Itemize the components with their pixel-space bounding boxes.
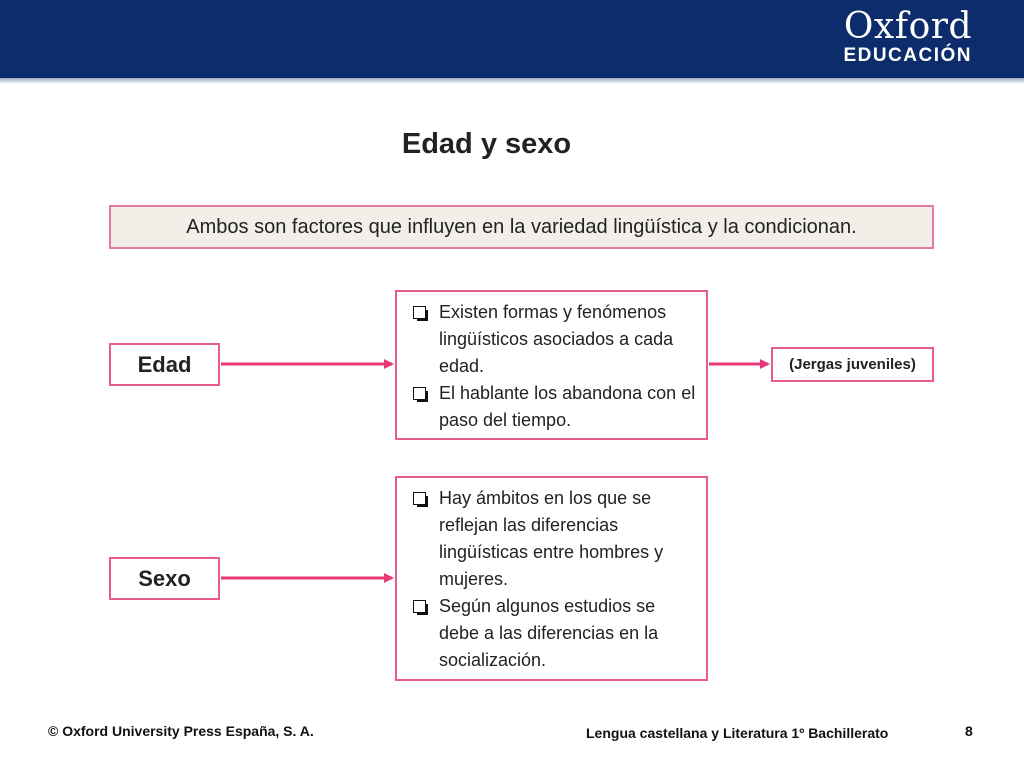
footer-copyright: © Oxford University Press España, S. A. (48, 723, 314, 739)
jergas-node: (Jergas juveniles) (771, 347, 934, 382)
sexo-node: Sexo (109, 557, 220, 600)
edad-node: Edad (109, 343, 220, 386)
sexo-point-text: Hay ámbitos en los que se reflejan las diferencias lingüísticas entre hombres y mujeres. (439, 488, 664, 589)
logo-subtitle: EDUCACIÓN (843, 45, 972, 66)
footer-course: Lengua castellana y Literatura 1º Bachillerato (586, 725, 889, 741)
slide-title: Edad y sexo (401, 128, 572, 160)
intro-text: Ambos son factores que influyen en la variedad lingüística y la condicionan. (186, 215, 857, 238)
edad-point-text: El hablante los abandona con el paso del tiempo. (439, 383, 696, 430)
logo-wordmark: Oxford (843, 6, 972, 47)
edad-point-text: Existen formas y fenómenos lingüísticos asociados a cada edad. (439, 302, 674, 376)
page-number: 8 (965, 723, 973, 739)
sexo-point-text: Según algunos estudios se debe a las diferencias en la socialización. (439, 596, 659, 670)
